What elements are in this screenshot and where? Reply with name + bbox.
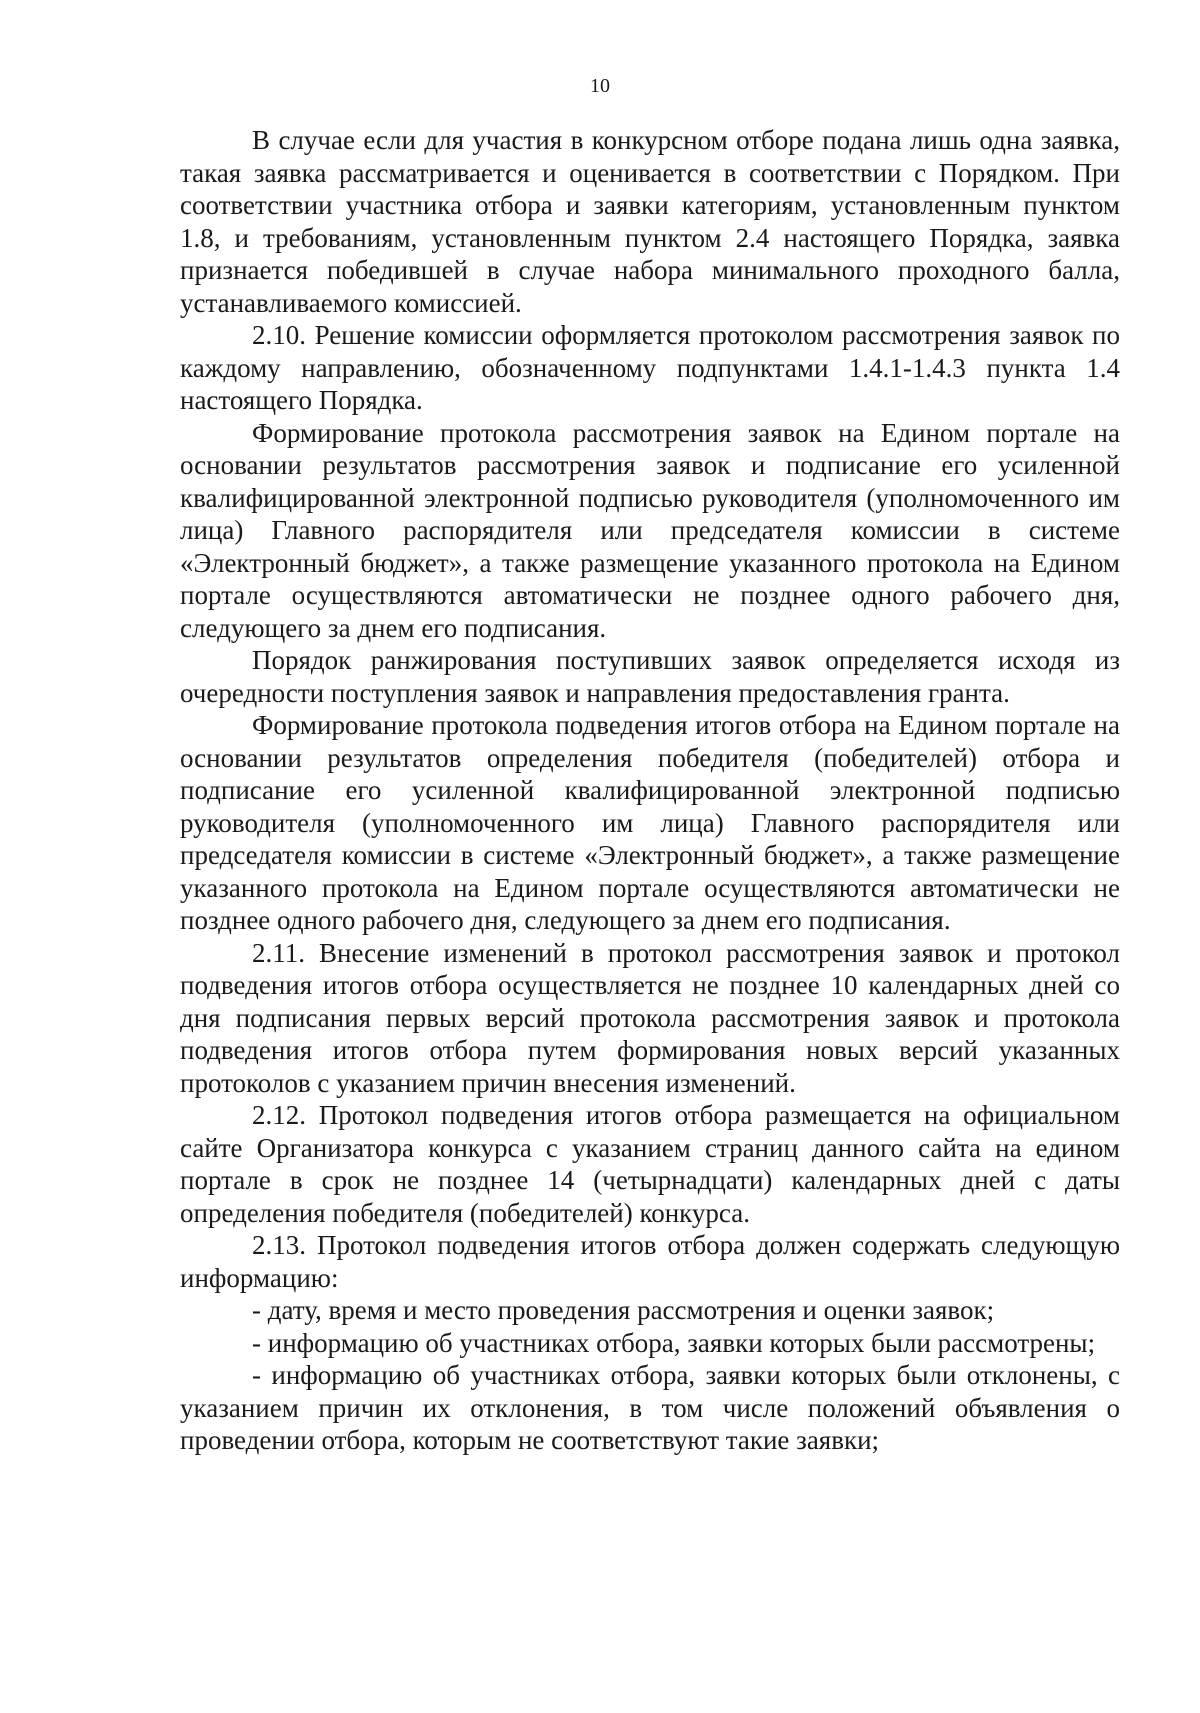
list-item: - информацию об участниках отбора, заявки которых были рассмотрены; — [252, 1327, 1096, 1358]
paragraph: В случае если для участия в конкурсном отборе подана лишь одна заявка, такая заявка рассматривается и оценивается в соответствии с Порядком. При соответствии участника отбора и заявки категориям, установленным пунктом 1.8, и требованиям, установленным пунктом 2.4 настоящего Порядка, заявка признается победившей в случае набора минимального проходного балла, устанавливаемого комиссией. — [180, 125, 1120, 318]
list-item: - дату, время и место проведения рассмотрения и оценки заявок; — [252, 1295, 995, 1325]
paragraph: Формирование протокола рассмотрения заявок на Едином портале на основании результатов рассмотрения заявок и подписание его усиленной квалифицированной электронной подписью руководителя (уполномоченного им лица) Главного распорядителя или председателя комиссии в системе «Электронный бюджет», а также размещение указанного протокола на Едином портале осуществляются автоматически не позднее одного рабочего дня, следующего за днем его подписания. — [180, 417, 1120, 643]
page-number: 10 — [590, 75, 610, 97]
document-body — [180, 124, 1120, 1457]
list-item: - информацию об участниках отбора, заявки которых были отклонены, с указанием причин их отклонения, в том числе положений объявления о проведении отбора, которым не соответствуют такие заявки; — [180, 1360, 1120, 1455]
paragraph: 2.13. Протокол подведения итогов отбора должен содержать следующую информацию: — [180, 1230, 1120, 1293]
paragraph: Формирование протокола подведения итогов отбора на Едином портале на основании результатов определения победителя (победителей) отбора и подписание его усиленной квалифицированной электронной подписью руководителя (уполномоченного им лица) Главного распорядителя или председателя комиссии в системе «Электронный бюджет», а также размещение указанного протокола на Едином портале осуществляются автоматически не позднее одного рабочего дня, следующего за днем его подписания. — [180, 710, 1120, 935]
paragraph: 2.10. Решение комиссии оформляется протоколом рассмотрения заявок по каждому направлению, обозначенному подпунктами 1.4.1-1.4.3 пункта 1.4 настоящего Порядка. — [180, 320, 1120, 415]
paragraph: 2.11. Внесение изменений в протокол рассмотрения заявок и протокол подведения итогов отбора осуществляется не позднее 10 календарных дней со дня подписания первых версий протокола рассмотрения заявок и протокола подведения итогов отбора путем формирования новых версий указанных протоколов с указанием причин внесения изменений. — [180, 937, 1120, 1098]
paragraph: 2.12. Протокол подведения итогов отбора размещается на официальном сайте Организатора конкурса с указанием страниц данного сайта на едином портале в срок не позднее 14 (четырнадцати) календарных дней с даты определения победителя (победителей) конкурса. — [180, 1100, 1120, 1228]
paragraph: Порядок ранжирования поступивших заявок определяется исходя из очередности поступления заявок и направления предоставления гранта. — [180, 645, 1120, 708]
